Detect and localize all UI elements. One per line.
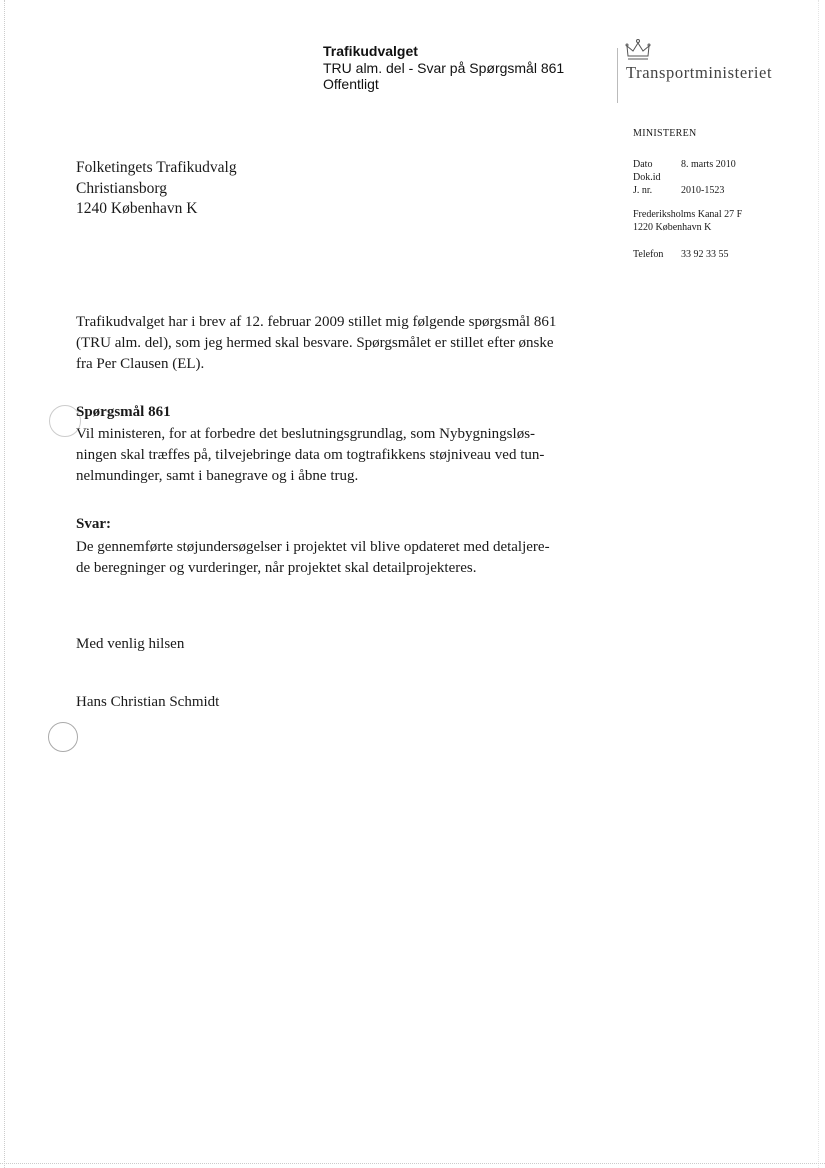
recipient-building: Christiansborg [76,179,167,197]
phone-label: Telefon [633,249,664,260]
question-line: nelmundinger, samt i banegrave og i åbne trug. [76,468,359,484]
answer-heading: Svar: [76,516,111,532]
stamp-status: Offentligt [323,76,379,92]
meta-case-number [633,184,724,197]
crown-icon [624,38,652,62]
question-text [76,424,596,487]
sender-street: Frederiksholms Kanal 27 F [633,209,743,220]
intro-paragraph [76,312,596,375]
stamp-reference: TRU alm. del - Svar på Spørgsmål 861 [323,59,565,76]
date-value: 8. marts 2010 [681,159,736,170]
sender-address [633,208,742,234]
meta-phone [633,248,729,261]
punch-hole-mark [48,722,78,752]
question-heading: Spørgsmål 861 [76,404,171,420]
meta-docid [633,171,681,184]
archive-stamp [323,43,564,93]
phone-value: 33 92 33 55 [681,249,729,260]
answer-text [76,537,596,579]
recipient-name: Folketingets Trafikudvalg [76,159,237,176]
question-line: Vil ministeren, for at forbedre det beslutningsgrundlag, som Nybygningsløs- [76,426,536,442]
case-number-value: 2010-1523 [681,185,725,196]
stamp-title: Trafikudvalget [323,43,418,59]
question-line: ningen skal træffes på, tilvejebringe data om togtrafikkens støjniveau ved tun- [76,447,545,463]
case-number-label: J. nr. [633,185,653,196]
answer-line: de beregninger og vurderinger, når projektet skal detailprojekteres. [76,560,477,576]
recipient-address [76,158,237,220]
sender-city: 1220 København K [633,222,712,233]
intro-line: Trafikudvalget har i brev af 12. februar 2009 stillet mig følgende spørgsmål 861 [76,314,557,330]
scan-edge-right [818,0,820,1168]
ministry-logo-text: Transportministeriet [626,63,773,82]
sender-role: MINISTEREN [633,128,697,139]
answer-line: De gennemførte støjundersøgelser i projektet vil blive opdateret med detaljere- [76,539,550,555]
scan-edge-bottom [0,1163,825,1165]
recipient-city: 1240 København K [76,200,198,217]
logo-divider [617,48,618,103]
meta-date [633,158,736,171]
closing-greeting: Med venlig hilsen [76,636,185,652]
intro-line: fra Per Clausen (EL). [76,356,205,372]
signature-name: Hans Christian Schmidt [76,694,220,710]
scan-edge-left [4,0,6,1168]
date-label: Dato [633,159,653,170]
intro-line: (TRU alm. del), som jeg hermed skal besvare. Spørgsmålet er stillet efter ønske [76,335,554,351]
docid-label: Dok.id [633,172,661,183]
